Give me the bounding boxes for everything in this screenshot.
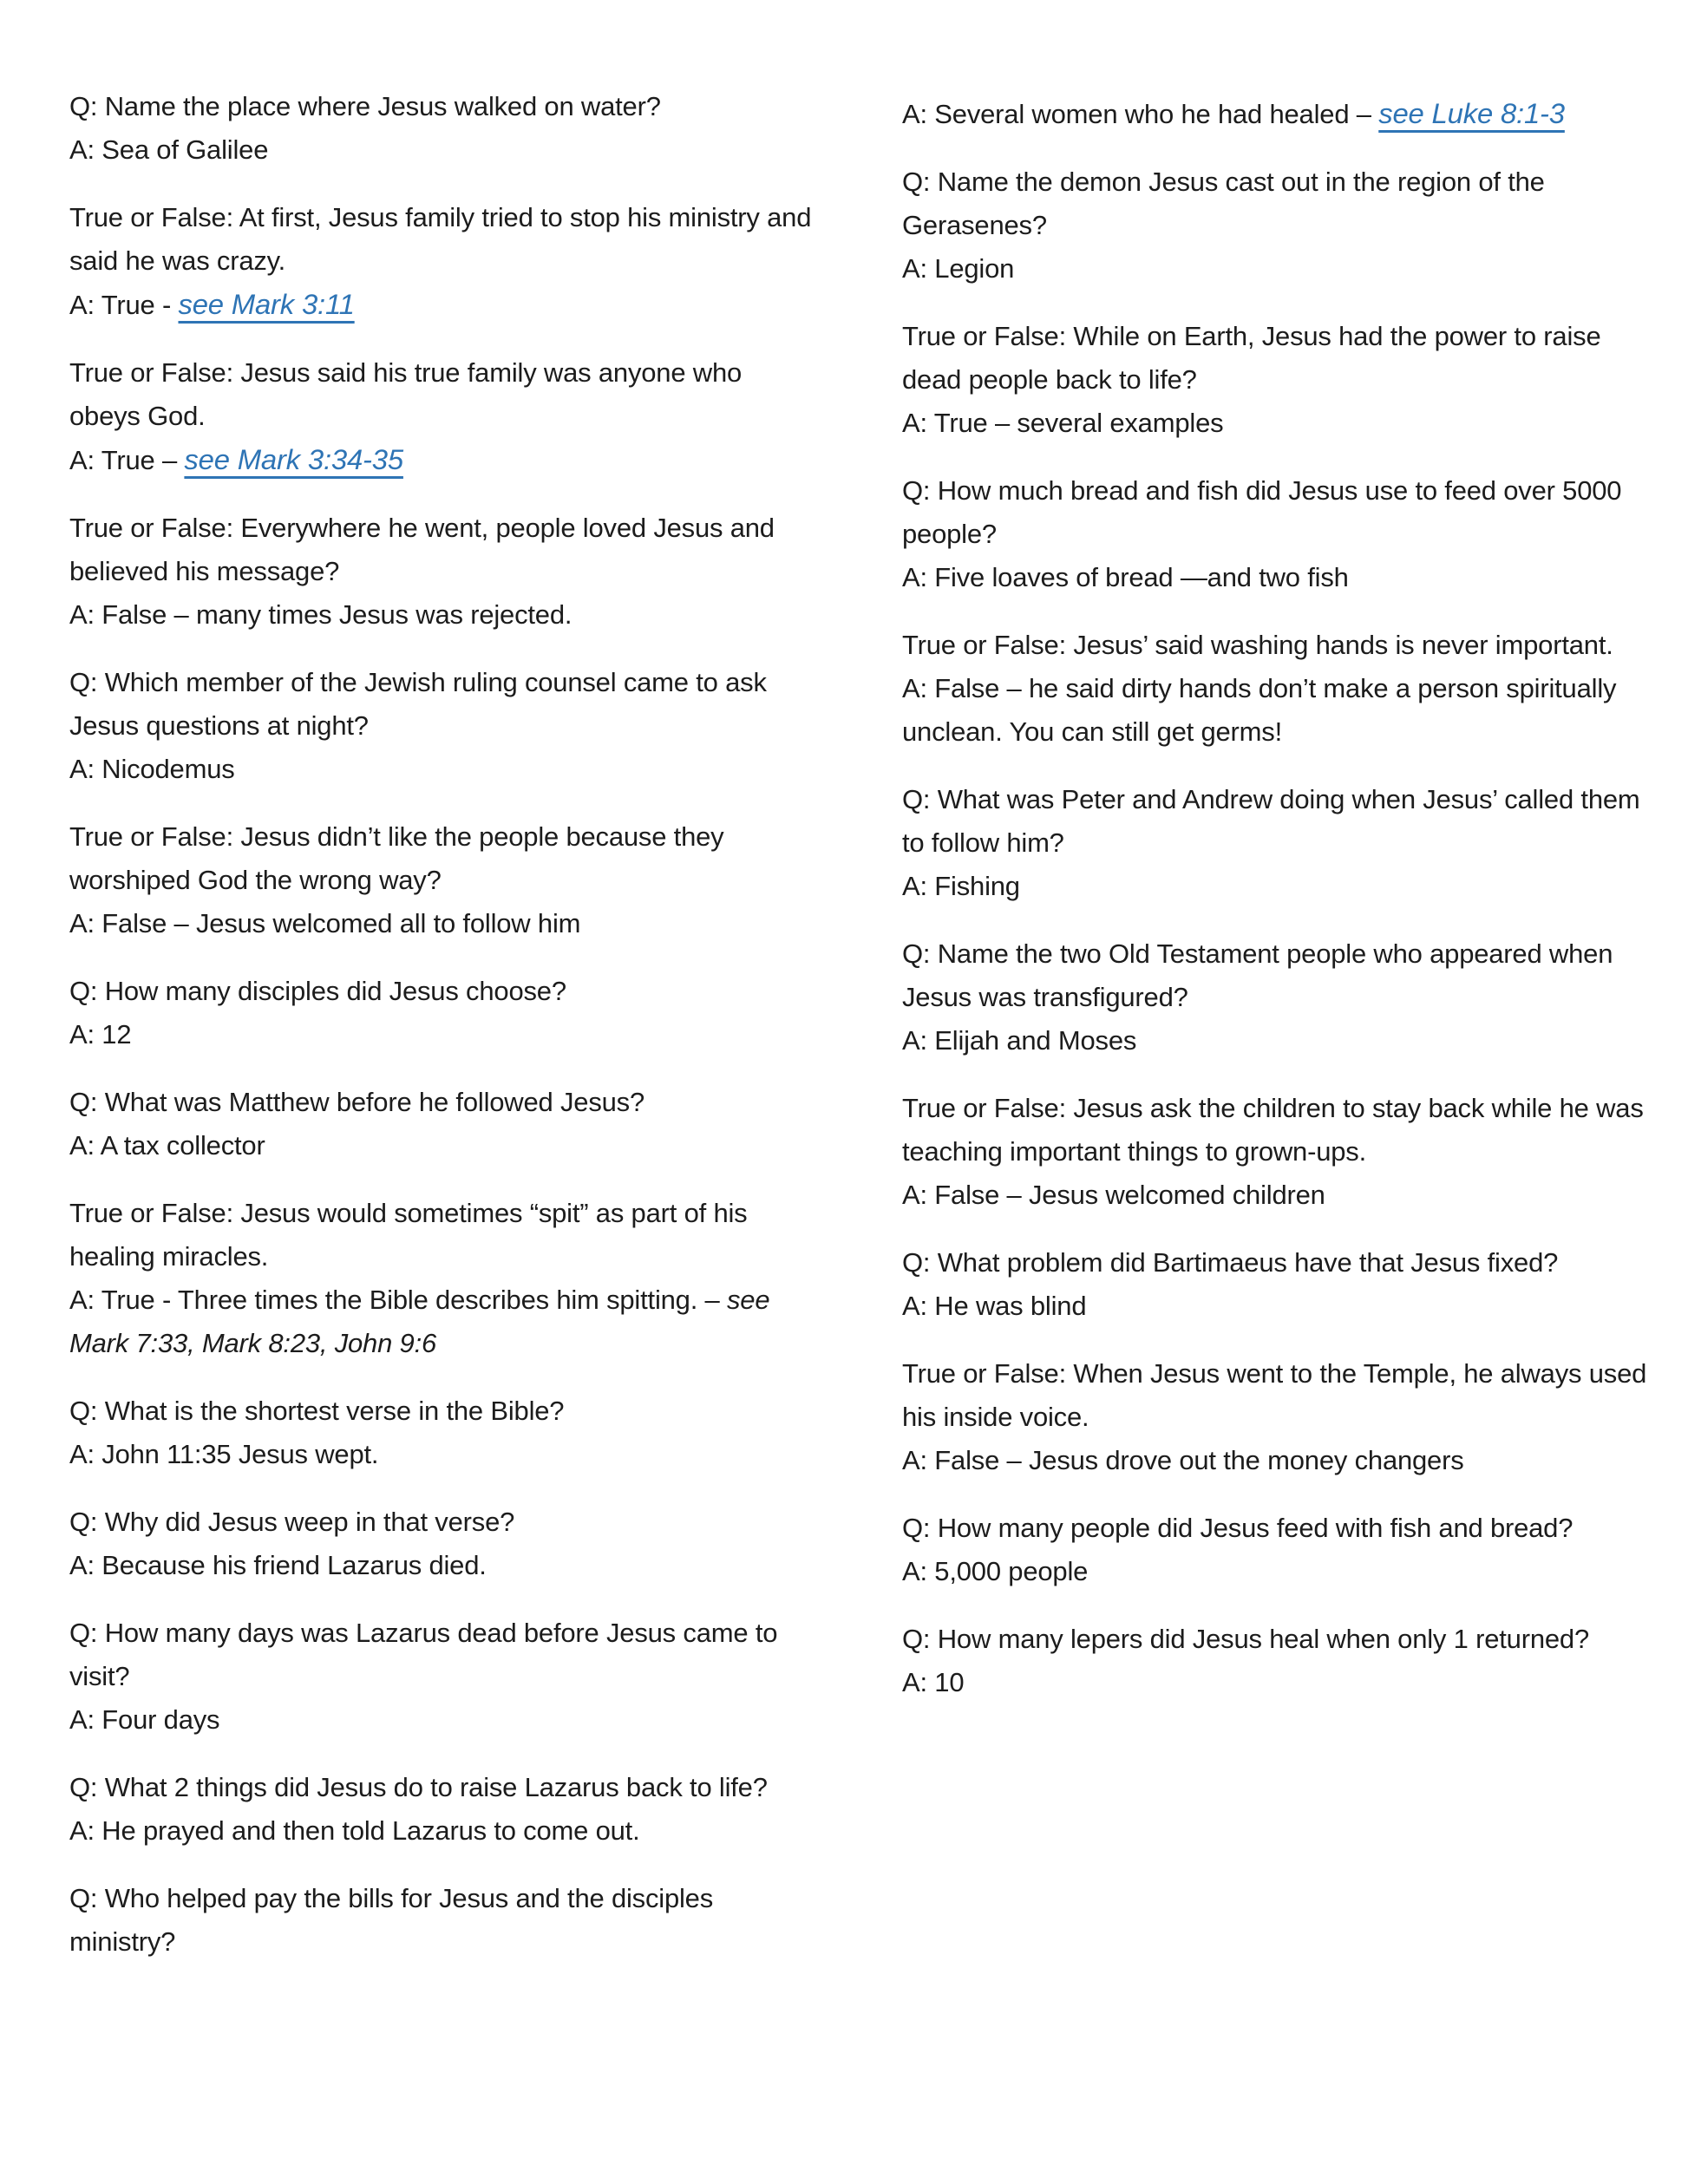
text-run: A: He prayed and then told Lazarus to come out. (69, 1815, 640, 1846)
qa-group (902, 1087, 1648, 1217)
text-run: Q: Name the demon Jesus cast out in the region of the Gerasenes? (902, 167, 1545, 240)
text-run: Q: Which member of the Jewish ruling counsel came to ask Jesus questions at night? (69, 667, 767, 741)
statement-paragraph (902, 624, 1648, 667)
text-run: A: False – Jesus welcomed children (902, 1180, 1325, 1210)
question-paragraph (69, 970, 815, 1013)
qa-group (902, 315, 1648, 445)
answer-paragraph (902, 865, 1648, 908)
qa-group (902, 1507, 1648, 1593)
text-run: Q: Name the two Old Testament people who appeared when Jesus was transfigured? (902, 938, 1613, 1012)
statement-paragraph (69, 351, 815, 438)
text-run: True or False: While on Earth, Jesus had the power to raise dead people back to life? (902, 321, 1601, 395)
statement-paragraph (69, 1192, 815, 1278)
text-run: A: John 11:35 Jesus wept. (69, 1439, 379, 1469)
text-run: Q: What is the shortest verse in the Bible? (69, 1396, 565, 1426)
text-run: A: True – (69, 445, 185, 475)
answer-paragraph (69, 1124, 815, 1167)
answer-paragraph (69, 593, 815, 637)
text-run: True or False: Jesus’ said washing hands is never important. (902, 630, 1613, 660)
answer-paragraph (69, 1433, 815, 1476)
answer-paragraph (69, 1698, 815, 1742)
answer-paragraph (902, 556, 1648, 599)
question-paragraph (902, 160, 1648, 247)
qa-group (69, 85, 815, 172)
text-run: A: 12 (69, 1019, 132, 1049)
question-paragraph (902, 1241, 1648, 1285)
text-run: Q: Who helped pay the bills for Jesus and the disciples ministry? (69, 1883, 714, 1957)
text-run: True or False: Everywhere he went, people loved Jesus and believed his message? (69, 513, 775, 586)
text-run: A: 5,000 people (902, 1556, 1089, 1586)
answer-paragraph (902, 1661, 1648, 1704)
text-run: Q: What 2 things did Jesus do to raise Lazarus back to life? (69, 1772, 768, 1802)
answer-paragraph (902, 247, 1648, 291)
text-run: A: False – many times Jesus was rejected. (69, 599, 572, 630)
question-paragraph (69, 1877, 815, 1964)
qa-group (902, 932, 1648, 1063)
text-run: A: Four days (69, 1704, 220, 1735)
question-paragraph (902, 469, 1648, 556)
answer-paragraph (902, 1285, 1648, 1328)
text-run: Q: How many people did Jesus feed with fish and bread? (902, 1513, 1574, 1543)
text-run: Q: How many days was Lazarus dead before Jesus came to visit? (69, 1618, 778, 1691)
qa-group (902, 1241, 1648, 1328)
question-paragraph (69, 85, 815, 128)
text-run: A: False – Jesus welcomed all to follow him (69, 908, 581, 938)
text-run: A: True – several examples (902, 408, 1224, 438)
qa-group (902, 778, 1648, 908)
text-run: A: Because his friend Lazarus died. (69, 1550, 487, 1580)
text-run: True or False: Jesus didn’t like the people because they worshiped God the wrong way? (69, 821, 724, 895)
scripture-link[interactable]: see Mark 3:34-35 (184, 443, 403, 475)
text-run: Q: Why did Jesus weep in that verse? (69, 1507, 515, 1537)
question-paragraph (902, 932, 1648, 1019)
question-paragraph (69, 661, 815, 748)
scripture-link[interactable]: see Luke 8:1-3 (1378, 97, 1565, 129)
question-paragraph (902, 778, 1648, 865)
text-run: Q: How much bread and fish did Jesus use to feed over 5000 people? (902, 475, 1622, 549)
qa-group (902, 92, 1648, 136)
text-run: Q: What was Peter and Andrew doing when Jesus’ called them to follow him? (902, 784, 1640, 858)
answer-paragraph (902, 1174, 1648, 1217)
answer-paragraph (69, 128, 815, 172)
qa-group (69, 1192, 815, 1365)
text-run: A: Fishing (902, 871, 1020, 901)
statement-paragraph (69, 196, 815, 283)
text-run: True or False: At first, Jesus family tried to stop his ministry and said he was crazy. (69, 202, 812, 276)
answer-paragraph (69, 1544, 815, 1587)
text-run: Q: What problem did Bartimaeus have that Jesus fixed? (902, 1247, 1559, 1278)
qa-group (69, 815, 815, 945)
answer-paragraph (902, 1439, 1648, 1482)
qa-group (902, 160, 1648, 291)
statement-paragraph (69, 507, 815, 593)
text-run: A: True - (69, 290, 179, 320)
text-run: True or False: Jesus would sometimes “spit” as part of his healing miracles. (69, 1198, 748, 1272)
answer-paragraph (69, 748, 815, 791)
question-paragraph (69, 1766, 815, 1809)
right-column (902, 92, 1648, 1964)
text-run: A: A tax collector (69, 1130, 265, 1161)
answer-paragraph (69, 902, 815, 945)
answer-paragraph (902, 1550, 1648, 1593)
statement-paragraph (902, 1087, 1648, 1174)
text-run: A: Sea of Galilee (69, 134, 269, 165)
text-run: A: True - Three times the Bible describes him spitting. – (69, 1285, 727, 1315)
text-run: A: Nicodemus (69, 754, 235, 784)
question-paragraph (902, 1618, 1648, 1661)
answer-paragraph (69, 283, 815, 327)
text-run: Q: What was Matthew before he followed Jesus? (69, 1087, 644, 1117)
answer-paragraph (902, 92, 1648, 136)
text-run: A: Elijah and Moses (902, 1025, 1137, 1056)
text-run: see Mark 7:33, Mark 8:23, John 9:6 (69, 1285, 770, 1358)
statement-paragraph (902, 1352, 1648, 1439)
text-run: A: 10 (902, 1667, 965, 1697)
text-run: A: False – he said dirty hands don’t make a person spiritually unclean. You can still get germs! (902, 673, 1617, 747)
answer-paragraph (69, 1278, 815, 1365)
text-run: Q: How many lepers did Jesus heal when only 1 returned? (902, 1624, 1589, 1654)
statement-paragraph (902, 315, 1648, 402)
text-run: Q: Name the place where Jesus walked on water? (69, 91, 661, 121)
qa-group (902, 1352, 1648, 1482)
question-paragraph (902, 1507, 1648, 1550)
qa-group (69, 1081, 815, 1167)
question-paragraph (69, 1501, 815, 1544)
qa-group (902, 469, 1648, 599)
text-run: A: Five loaves of bread —and two fish (902, 562, 1349, 592)
answer-paragraph (902, 402, 1648, 445)
qa-group (69, 507, 815, 637)
text-run: True or False: Jesus said his true family was anyone who obeys God. (69, 357, 743, 431)
qa-group (69, 351, 815, 482)
left-column (69, 85, 815, 1964)
answer-paragraph (69, 1013, 815, 1056)
qa-group (69, 661, 815, 791)
text-run: A: He was blind (902, 1291, 1087, 1321)
qa-group (69, 970, 815, 1056)
text-run: True or False: Jesus ask the children to stay back while he was teaching important things to grown-ups. (902, 1093, 1644, 1167)
qa-group (69, 1612, 815, 1742)
qa-group (69, 1390, 815, 1476)
text-run: A: Several women who he had healed – (902, 99, 1379, 129)
qa-group (902, 624, 1648, 754)
qa-group (69, 1766, 815, 1853)
answer-paragraph (902, 1019, 1648, 1063)
text-run: A: False – Jesus drove out the money changers (902, 1445, 1464, 1475)
content-columns (69, 85, 1648, 1964)
text-run: True or False: When Jesus went to the Temple, he always used his inside voice. (902, 1358, 1647, 1432)
answer-paragraph (69, 1809, 815, 1853)
text-run: Q: How many disciples did Jesus choose? (69, 976, 566, 1006)
statement-paragraph (69, 815, 815, 902)
qa-group (69, 1501, 815, 1587)
question-paragraph (69, 1390, 815, 1433)
question-paragraph (69, 1081, 815, 1124)
answer-paragraph (902, 667, 1648, 754)
qa-group (902, 1618, 1648, 1704)
scripture-link[interactable]: see Mark 3:11 (178, 288, 355, 320)
qa-group (69, 196, 815, 327)
qa-group (69, 1877, 815, 1964)
answer-paragraph (69, 438, 815, 482)
question-paragraph (69, 1612, 815, 1698)
text-run: A: Legion (902, 253, 1015, 284)
